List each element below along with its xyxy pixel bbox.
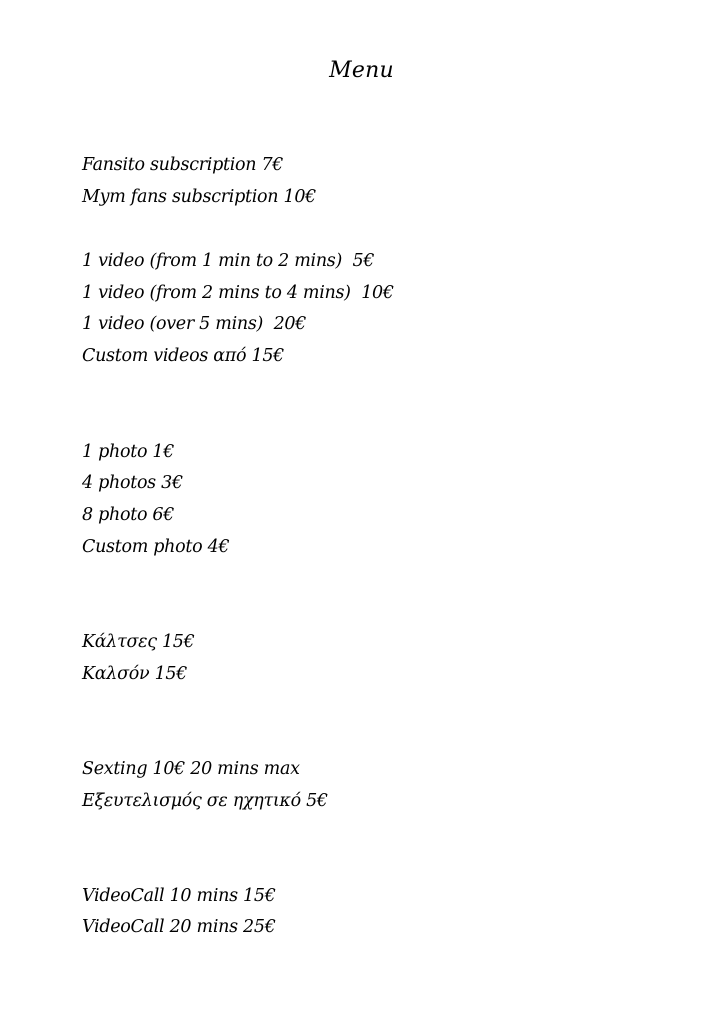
menu-item-mym-fans-subscription: Mym fans subscription 10€ [82,187,316,207]
menu-item-videocall-20-mins: VideoCall 20 mins 25€ [82,917,276,937]
menu-item-video-1-2-mins: 1 video (from 1 min to 2 mins) 5€ [82,251,375,271]
menu-item-video-2-4-mins: 1 video (from 2 mins to 4 mins) 10€ [82,283,394,303]
menu-item-custom-videos: Custom videos από 15€ [82,346,285,366]
menu-item-8-photo: 8 photo 6€ [82,505,175,525]
menu-item-fansito-subscription: Fansito subscription 7€ [82,155,284,175]
menu-item-kalson: Καλσόν 15€ [82,664,188,684]
page-title: Menu [329,58,394,83]
menu-item-sexting: Sexting 10€ 20 mins max [82,759,300,779]
menu-item-video-over-5-mins: 1 video (over 5 mins) 20€ [82,314,307,334]
menu-item-kaltses: Κάλτσες 15€ [82,632,195,652]
menu-item-1-photo: 1 photo 1€ [82,442,175,462]
menu-item-audio: Εξευτελισμός σε ηχητικό 5€ [82,791,328,811]
menu-item-custom-photo: Custom photo 4€ [82,537,230,557]
menu-item-4-photos: 4 photos 3€ [82,473,183,493]
menu-item-videocall-10-mins: VideoCall 10 mins 15€ [82,886,276,906]
